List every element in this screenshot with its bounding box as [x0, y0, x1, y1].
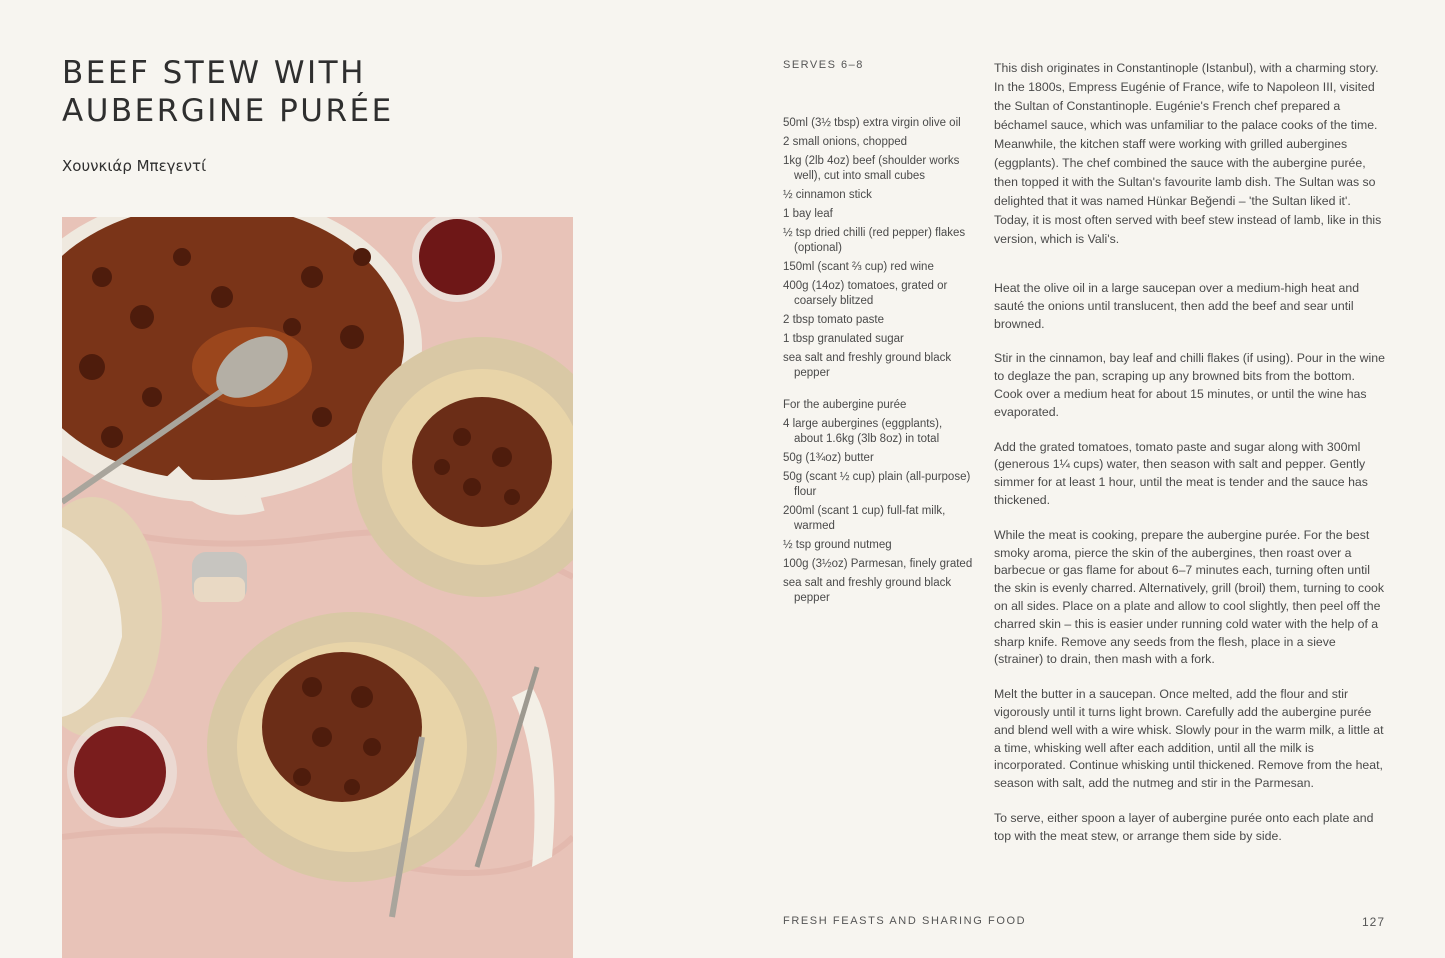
serves-label: SERVES 6–8	[783, 59, 864, 71]
ingredient-item: 400g (14oz) tomatoes, grated or coarsely blitzed	[783, 280, 948, 307]
ingredient-item: ½ tsp ground nutmeg	[783, 539, 892, 551]
recipe-title	[62, 54, 394, 130]
recipe-title-line-2: AUBERGINE PURÉE	[62, 93, 394, 129]
ingredient-item: 1kg (2lb 4oz) beef (shoulder works well), cut into small cubes	[783, 155, 960, 182]
method-step: Heat the olive oil in a large saucepan over a medium-high heat and sauté the onions until translucent, then add the beef and sear until browned.	[994, 281, 1360, 331]
ingredient-item: 150ml (scant ⅔ cup) red wine	[783, 261, 934, 273]
recipe-title-line-1: BEEF STEW WITH	[62, 55, 366, 91]
ingredient-list	[783, 116, 973, 381]
puree-heading: For the aubergine purée	[783, 399, 907, 411]
ingredient-item: 50g (1¾oz) butter	[783, 452, 874, 464]
ingredient-item: 1 bay leaf	[783, 208, 833, 220]
ingredient-item: 1 tbsp granulated sugar	[783, 333, 904, 345]
dish-photo-illustration	[62, 217, 573, 958]
footer-section-title: FRESH FEASTS AND SHARING FOOD	[783, 915, 1027, 927]
method-step: Add the grated tomatoes, tomato paste and sugar along with 300ml (generous 1¼ cups) water, then season with salt and pepper. Gently simmer for at least 1 hour, until the meat is tender and the sauce has thickened.	[994, 439, 1368, 507]
method-step: Melt the butter in a saucepan. Once melted, add the flour and stir vigorously until it turns light brown. Carefully add the aubergine purée and blend well with a wire whisk. Slowly pour in the warm milk, a little at a time, whisking well after each addition, until all the milk is incorporated. Continue whisking until thickened. Remove from the heat, season with salt, add the nutmeg and stir in the Parmesan.	[994, 687, 1384, 791]
ingredient-item: ½ tsp dried chilli (red pepper) flakes (optional)	[783, 227, 966, 254]
ingredients-column	[783, 116, 973, 610]
ingredient-item: 50ml (3½ tbsp) extra virgin olive oil	[783, 117, 961, 129]
ingredient-item: 200ml (scant 1 cup) full-fat milk, warmed	[783, 505, 946, 532]
method-step: To serve, either spoon a layer of aubergine purée onto each plate and top with the meat stew, or arrange them side by side.	[994, 810, 1374, 843]
method-step: While the meat is cooking, prepare the aubergine purée. For the best smoky aroma, pierce the skin of the aubergines, then roast over a barbecue or gas flame for about 6–7 minutes each, turning often until the skin is evenly charred. Alternatively, grill (broil) them, turning to cook on all sides. Place on a plate and allow to cool slightly, then peel off the charred skin – this is easier under running cold water with the help of a sharp knife. Remove any seeds from the flesh, place in a sieve (strainer) to drain, then mash with a fork.	[994, 527, 1385, 667]
ingredient-item: 2 tbsp tomato paste	[783, 314, 885, 326]
ingredient-item: sea salt and freshly ground black pepper	[783, 577, 952, 604]
method-step: Stir in the cinnamon, bay leaf and chilli flakes (if using). Pour in the wine to deglaze the pan, scraping up any browned bits from the bottom. Cook over a medium heat for about 15 minutes, or until the wine has evaporated.	[994, 351, 1385, 419]
ingredient-item: sea salt and freshly ground black pepper	[783, 352, 952, 379]
ingredient-item: 100g (3½oz) Parmesan, finely grated	[783, 558, 973, 570]
ingredient-item: ½ cinnamon stick	[783, 189, 872, 201]
puree-ingredient-list	[783, 417, 973, 606]
ingredient-item: 2 small onions, chopped	[783, 136, 908, 148]
dish-photo	[62, 217, 573, 958]
method-steps	[994, 280, 1386, 863]
recipe-greek-subtitle: Χουνκιάρ Μπεγεντί	[62, 157, 207, 175]
ingredient-item: 4 large aubergines (eggplants), about 1.6kg (3lb 8oz) in total	[783, 418, 943, 445]
ingredient-item: 50g (scant ½ cup) plain (all-purpose) flour	[783, 471, 971, 498]
recipe-intro: This dish originates in Constantinople (Istanbul), with a charming story. In the 1800s, Empress Eugénie of France, wife to Napoleon III, visited the Sultan of Constantinople. Eugénie's French chef prepared a béchamel sauce, which was unfamiliar to the palace cooks of the time. Meanwhile, the kitchen staff were working with grilled aubergines (eggplants). The chef combined the sauce with the aubergine purée, then topped it with the Sultan's favourite lamb dish. The Sultan was so delighted that it was named Hünkar Beğendi – 'the Sultan liked it'. Today, it is most often served with beef stew instead of lamb, like in this version, which is Vali's.	[994, 61, 1382, 246]
page-number: 127	[1361, 915, 1385, 929]
